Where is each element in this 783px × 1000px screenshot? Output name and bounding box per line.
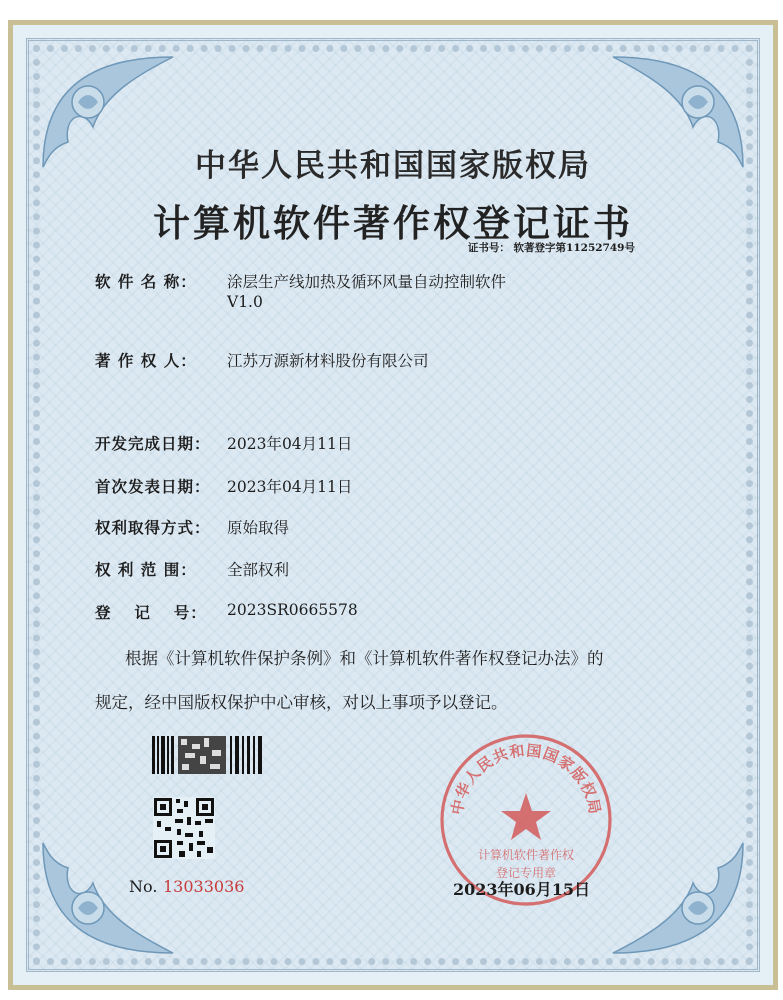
corner-ornament-icon [603, 833, 753, 963]
acquire-method-value: 原始取得 [227, 519, 290, 537]
barcode-icon [152, 736, 262, 774]
owner-value: 江苏万源新材料股份有限公司 [227, 352, 429, 370]
rights-scope-value: 全部权利 [227, 561, 290, 579]
registration-number-label: 登 记 号： [95, 603, 207, 622]
rights-scope-label: 权 利 范 围： [95, 560, 197, 579]
issuing-authority: 中华人民共和国国家版权局 [195, 148, 591, 184]
seal-center-line-1: 计算机软件著作权 [477, 848, 575, 862]
serial-number-value: 13033036 [163, 877, 245, 896]
owner-label: 著 作 权 人： [95, 351, 197, 370]
certificate-page [8, 20, 778, 990]
qr-code-icon [153, 797, 215, 859]
statement-line-2: 规定，经中国版权保护中心审核，对以上事项予以登记。 [95, 693, 508, 712]
publish-date-label: 首次发表日期： [95, 477, 211, 496]
completion-date-label: 开发完成日期： [95, 434, 211, 453]
registration-number-value: 2023SR0665578 [227, 601, 358, 619]
certificate-title: 计算机软件著作权登记证书 [153, 201, 633, 245]
software-name-value: 涂层生产线加热及循环风量自动控制软件 [227, 273, 507, 291]
seal-center-line-2: 登记专用章 [495, 866, 557, 880]
seal-ring-text: 中华人民共和国国家版权局 [447, 741, 605, 817]
software-name-label: 软 件 名 称： [95, 272, 197, 291]
acquire-method-label: 权利取得方式： [95, 518, 211, 537]
serial-number-label: No. [129, 877, 158, 896]
software-version-value: V1.0 [227, 293, 263, 311]
issue-date: 2023年06月15日 [453, 880, 591, 899]
publish-date-value: 2023年04月11日 [227, 478, 353, 496]
seal-star-icon [501, 793, 551, 840]
completion-date-value: 2023年04月11日 [227, 435, 353, 453]
statement-line-1: 根据《计算机软件保护条例》和《计算机软件著作权登记办法》的 [125, 649, 604, 668]
certificate-number: 证书号： 软著登字第11252749号 [467, 242, 635, 254]
